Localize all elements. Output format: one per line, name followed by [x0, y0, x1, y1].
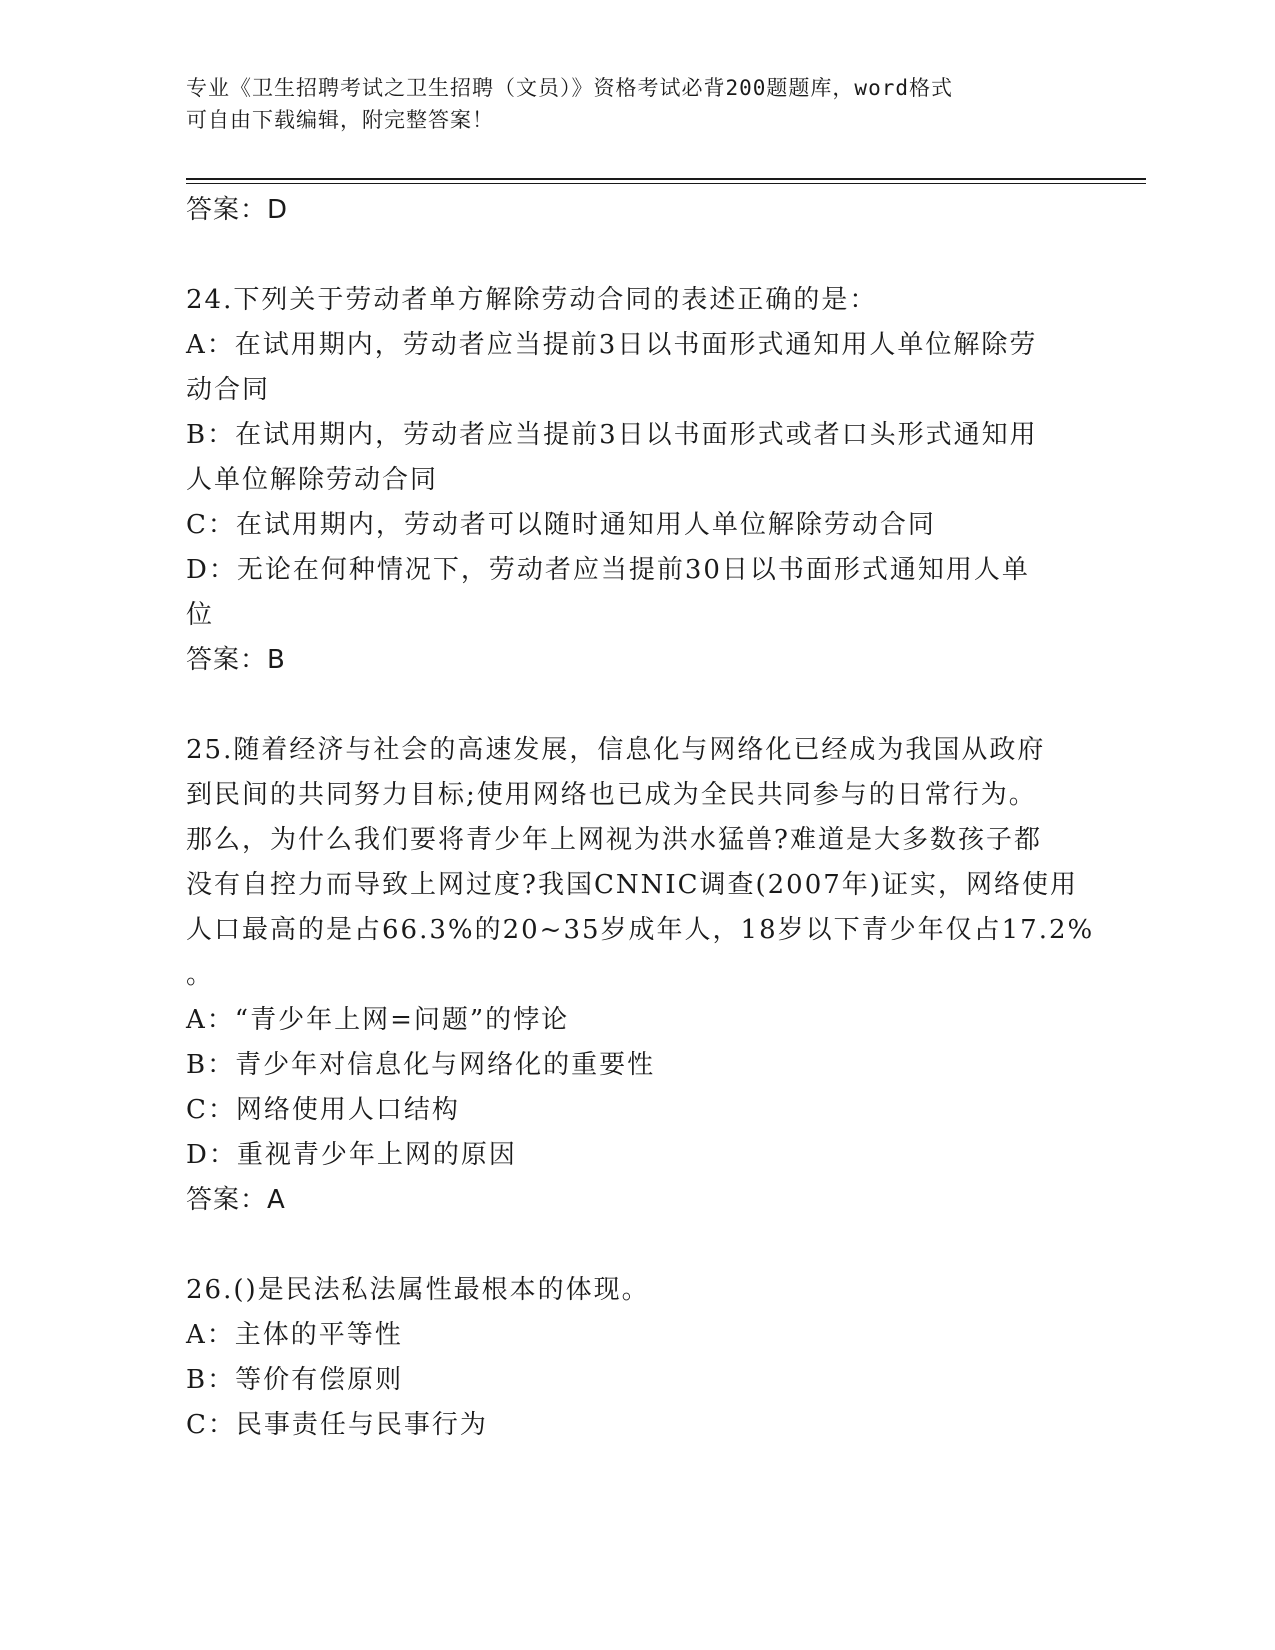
question-26-option-b: B：等价有偿原则	[186, 1365, 404, 1395]
question-25-option-a: A：“青少年上网=问题”的悖论	[186, 1005, 570, 1035]
question-24-option-d-cont: 位	[186, 600, 215, 630]
header-rule-thick	[186, 178, 1146, 180]
question-25-stem-4: 没有自控力而导致上网过度?我国CNNIC调查(2007年)证实，网络使用	[186, 870, 1078, 900]
question-24-answer: 答案：B	[186, 645, 286, 675]
answer-previous: 答案：D	[186, 195, 289, 225]
document-body	[186, 188, 1095, 1448]
question-25-stem-1: 25.随着经济与社会的高速发展，信息化与网络化已经成为我国从政府	[186, 735, 1046, 765]
question-24-option-b-cont: 人单位解除劳动合同	[186, 465, 439, 495]
question-24-option-a-cont: 动合同	[186, 375, 271, 405]
question-24-option-b: B：在试用期内，劳动者应当提前3日以书面形式或者口头形式通知用	[186, 420, 1038, 450]
header-rule-thin	[186, 183, 1146, 184]
question-26	[186, 1268, 1086, 1448]
question-25-stem-2: 到民间的共同努力目标;使用网络也已成为全民共同参与的日常行为。	[186, 780, 1037, 810]
question-26-stem: 26.()是民法私法属性最根本的体现。	[186, 1275, 650, 1305]
question-26-option-a: A：主体的平等性	[186, 1320, 403, 1350]
question-24	[186, 278, 1086, 683]
question-25-stem-6: 。	[186, 960, 215, 990]
question-25	[186, 728, 1095, 1223]
question-24-stem: 24.下列关于劳动者单方解除劳动合同的表述正确的是：	[186, 285, 878, 315]
question-24-option-d: D：无论在何种情况下，劳动者应当提前30日以书面形式通知用人单	[186, 555, 1030, 585]
question-25-option-b: B：青少年对信息化与网络化的重要性	[186, 1050, 656, 1080]
question-24-option-c: C：在试用期内，劳动者可以随时通知用人单位解除劳动合同	[186, 510, 936, 540]
spacer	[186, 683, 1086, 728]
spacer	[186, 1223, 1086, 1268]
question-26-option-c: C：民事责任与民事行为	[186, 1410, 488, 1440]
header-line-2: 可自由下载编辑，附完整答案！	[186, 108, 494, 132]
spacer	[186, 233, 1086, 278]
question-25-option-c: C：网络使用人口结构	[186, 1095, 460, 1125]
question-24-option-a: A：在试用期内，劳动者应当提前3日以书面形式通知用人单位解除劳	[186, 330, 1038, 360]
question-25-stem-5: 人口最高的是占66.3%的20~35岁成年人，18岁以下青少年仅占17.2%	[186, 915, 1095, 945]
header-line-1: 专业《卫生招聘考试之卫生招聘（文员）》资格考试必背200题题库，word格式	[186, 76, 953, 100]
question-25-option-d: D：重视青少年上网的原因	[186, 1140, 517, 1170]
question-25-answer: 答案：A	[186, 1185, 286, 1215]
question-25-stem-3: 那么，为什么我们要将青少年上网视为洪水猛兽?难道是大多数孩子都	[186, 825, 1042, 855]
document-header	[186, 72, 1086, 136]
